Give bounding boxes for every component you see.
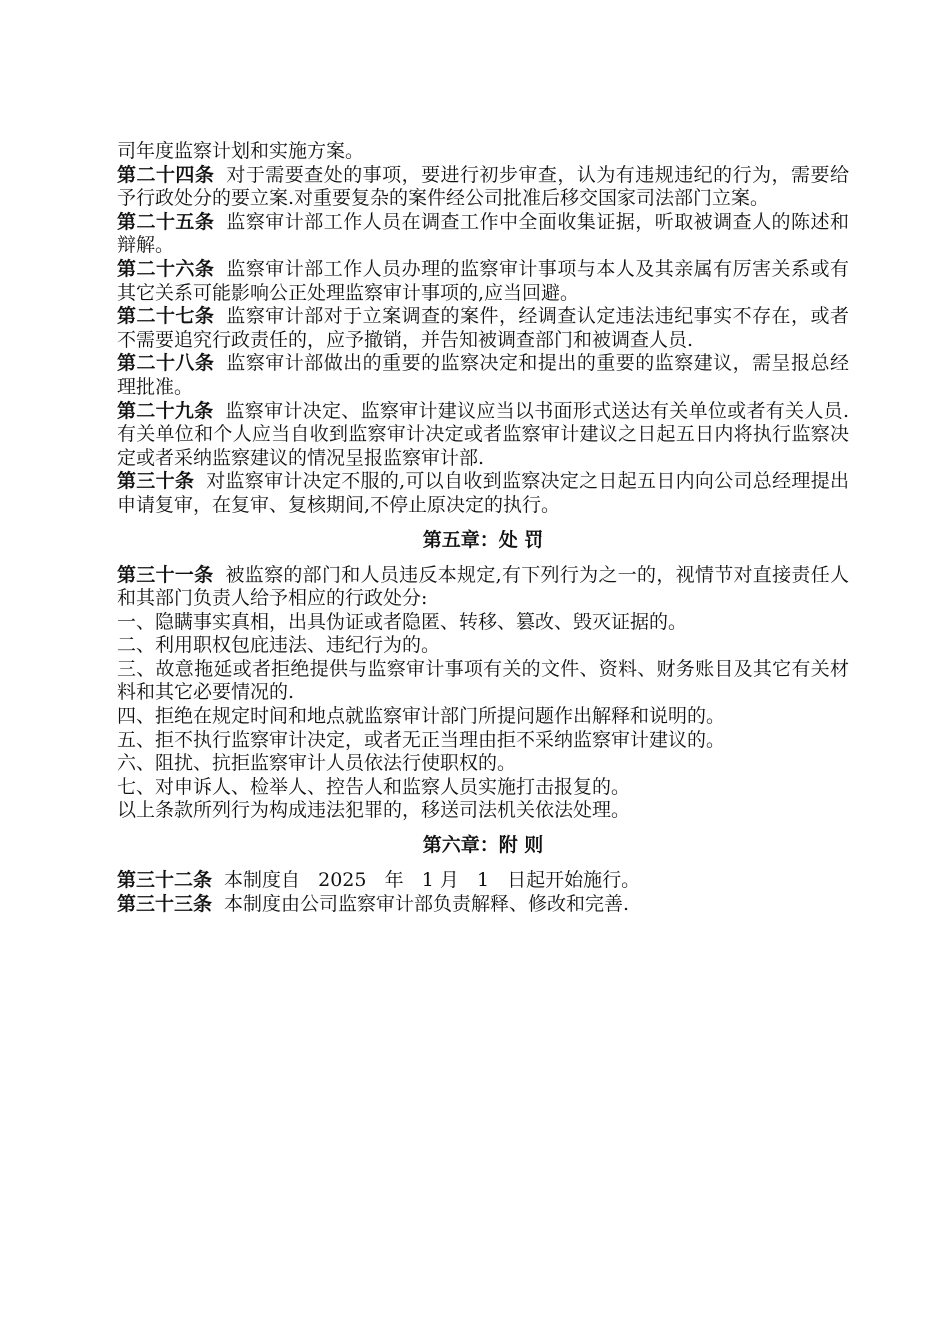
list-item: 以上条款所列行为构成违法犯罪的，移送司法机关依法处理。 [117, 799, 631, 822]
article-text: 监察审计部工作人员在调查工作中全面收集证据，听取被调查人的陈述和辩解。 [117, 210, 849, 257]
list-item: 五、拒不执行监察审计决定，或者无正当理由拒不采纳监察审计建议的。 [117, 728, 726, 751]
article-number: 第二十四条 [117, 163, 215, 186]
article-text: 监察审计部做出的重要的监察决定和提出的重要的监察建议，需呈报总经理批准。 [117, 352, 849, 398]
article-number: 第三十二条 [117, 869, 213, 892]
article-number: 第三十三条 [117, 892, 213, 915]
article-number: 第三十一条 [117, 563, 214, 586]
article-27 [117, 305, 849, 352]
list-item: 四、拒绝在规定时间和地点就监察审计部门所提问题作出解释和说明的。 [117, 705, 726, 728]
lead-paragraph: 司年度监察计划和实施方案。 [117, 140, 365, 162]
article-33 [117, 893, 849, 917]
list-item: 三、故意拖延或者拒绝提供与监察审计事项有关的文件、资料、财务账目及其它有关材料和其它必要情况的. [117, 657, 849, 704]
article-text: 监察审计部工作人员办理的监察审计事项与本人及其亲属有厉害关系或有其它关系可能影响公正处理监察审计事项的,应当回避。 [117, 257, 849, 304]
list-item: 七、对申诉人、检举人、控告人和监察人员实施打击报复的。 [117, 775, 631, 798]
article-number: 第二十六条 [117, 257, 215, 280]
article-number: 第二十五条 [117, 210, 215, 233]
article-text: 对于需要查处的事项，要进行初步审查，认为有违规违纪的行为，需要给予行政处分的要立案.对重要复杂的案件经公司批准后移交国家司法部门立案。 [117, 163, 849, 210]
article-text: 本制度由公司监察审计部负责解释、修改和完善. [224, 892, 630, 915]
article-28 [117, 352, 849, 399]
list-item: 六、阻扰、抗拒监察审计人员依法行使职权的。 [117, 752, 517, 775]
article-26 [117, 258, 849, 305]
list-item: 一、隐瞒事实真相，出具伪证或者隐匿、转移、篡改、毁灭证据的。 [117, 610, 688, 633]
article-number: 第二十七条 [117, 305, 215, 328]
article-text: 监察审计部对于立案调查的案件，经调查认定违法违纪事实不存在，或者不需要追究行政责任的，应予撤销，并告知被调查部门和被调查人员. [117, 305, 849, 351]
article-30 [117, 470, 849, 517]
list-item: 二、利用职权包庇违法、违纪行为的。 [117, 634, 441, 657]
document-page [117, 140, 849, 916]
article-number: 第三十条 [117, 470, 195, 493]
article-29 [117, 400, 849, 471]
article-text: 被监察的部门和人员违反本规定,有下列行为之一的，视情节对直接责任人和其部门负责人给予相应的行政处分: [117, 563, 849, 610]
article-24 [117, 164, 849, 211]
article-number: 第二十八条 [117, 352, 215, 375]
article-text: 监察审计决定、监察审计建议应当以书面形式送达有关单位或者有关人员.有关单位和个人应当自收到监察审计决定或者监察审计建议之日起五日内将执行监察决定或者采纳监察建议的情况呈报监察审计部. [117, 399, 849, 469]
article-number: 第二十九条 [117, 399, 214, 422]
article-text: 对监察审计决定不服的,可以自收到监察决定之日起五日内向公司总经理提出申请复审，在复审、复核期间,不停止原决定的执行。 [117, 470, 849, 516]
article-25 [117, 211, 849, 258]
article-31 [117, 564, 849, 611]
article-text: 本制度自 2025 年 1 月 1 日起开始施行。 [224, 869, 641, 892]
chapter-5-heading: 第五章：处 罚 [422, 528, 544, 551]
chapter-6-heading: 第六章：附 则 [422, 834, 544, 857]
article-32 [117, 869, 849, 893]
